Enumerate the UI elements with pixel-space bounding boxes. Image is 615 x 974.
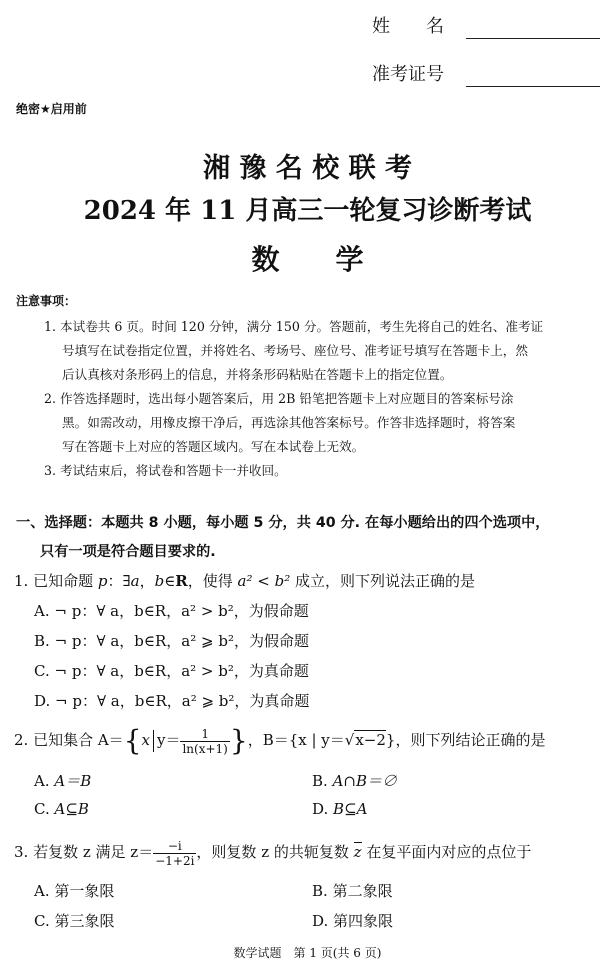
exam-id-field-line[interactable]	[466, 86, 600, 87]
note-line: 黑。如需改动，用橡皮擦干净后，再选涂其他答案标号。作答非选择题时，将答案	[62, 415, 516, 430]
name-label: 姓 名	[372, 16, 444, 37]
section-heading: 一、选择题：本题共 8 小题，每小题 5 分，共 40 分. 在每小题给出的四个选项中，	[16, 515, 550, 531]
question-3-option-c[interactable]: C. 第三象限	[34, 912, 115, 930]
fraction: $\frac{1}{\ln(x+1)}$	[182, 726, 228, 756]
question-2-option-b[interactable]: B. A∩B＝∅	[312, 772, 398, 790]
question-1-option-a[interactable]: A. ¬ p：∀ a，b∈R，a² > b²，为假命题	[34, 602, 309, 620]
page-footer: 数学试题 第 1 页(共 6 页)	[233, 946, 382, 960]
question-3-option-b[interactable]: B. 第二象限	[312, 882, 393, 900]
question-2-option-d[interactable]: D. B⊆A	[312, 800, 368, 818]
notes-heading: 注意事项：	[16, 294, 77, 308]
note-line: 写在答题卡上对应的答题区域内。写在本试卷上无效。	[62, 439, 365, 454]
name-field-line[interactable]	[466, 38, 600, 39]
exam-org-title: 湘 豫 名 校 联 考	[203, 153, 412, 184]
question-1-stem: 1. 已知命题 p：∃a，b∈R，使得 a² < b² 成立，则下列说法正确的是	[14, 572, 476, 590]
question-2-option-a[interactable]: A. A＝B	[34, 772, 92, 790]
section-heading-cont: 只有一项是符合题目要求的.	[40, 544, 216, 560]
question-1-option-d[interactable]: D. ¬ p：∀ a，b∈R，a² ⩾ b²，为真命题	[34, 692, 310, 710]
subject-title: 数 学	[251, 243, 364, 276]
question-3-option-a[interactable]: A. 第一象限	[34, 882, 115, 900]
note-line: 2. 作答选择题时，选出每小题答案后，用 2B 铅笔把答题卡上对应题目的答案标号涂	[44, 391, 514, 406]
question-3-stem: 3. 若复数 z 满足 z＝ $\frac{-i}{-1+2i}$ ，则复数 z 的共轭复数 z 在复平面内对应的点位于	[14, 838, 532, 868]
question-1-option-b[interactable]: B. ¬ p：∀ a，b∈R，a² ⩾ b²，为假命题	[34, 632, 309, 650]
note-line: 号填写在试卷指定位置，并将姓名、考场号、座位号、准考证号填写在答题卡上，然	[62, 343, 528, 358]
question-2-stem: 2. 已知集合 A＝{x y＝ $\frac{1}{\ln(x+1)}$ }，B＝{x | y＝√x−2}，则下列结论正确的是	[14, 724, 546, 757]
exam-title: 2024 年 11 月高三一轮复习诊断考试	[83, 196, 532, 226]
question-3-option-d[interactable]: D. 第四象限	[312, 912, 394, 930]
question-1-option-c[interactable]: C. ¬ p：∀ a，b∈R，a² > b²，为真命题	[34, 662, 309, 680]
confidential-mark: 绝密★启用前	[16, 102, 87, 116]
note-line: 3. 考试结束后，将试卷和答题卡一并收回。	[44, 463, 287, 478]
exam-id-label: 准考证号	[372, 64, 444, 85]
note-line: 1. 本试卷共 6 页。时间 120 分钟，满分 150 分。答题前，考生先将自己的姓名、准考证	[44, 319, 544, 334]
note-line: 后认真核对条形码上的信息，并将条形码粘贴在答题卡上的指定位置。	[62, 367, 453, 382]
question-2-option-c[interactable]: C. A⊆B	[34, 800, 89, 818]
fraction: $\frac{-i}{-1+2i}$	[155, 838, 195, 868]
